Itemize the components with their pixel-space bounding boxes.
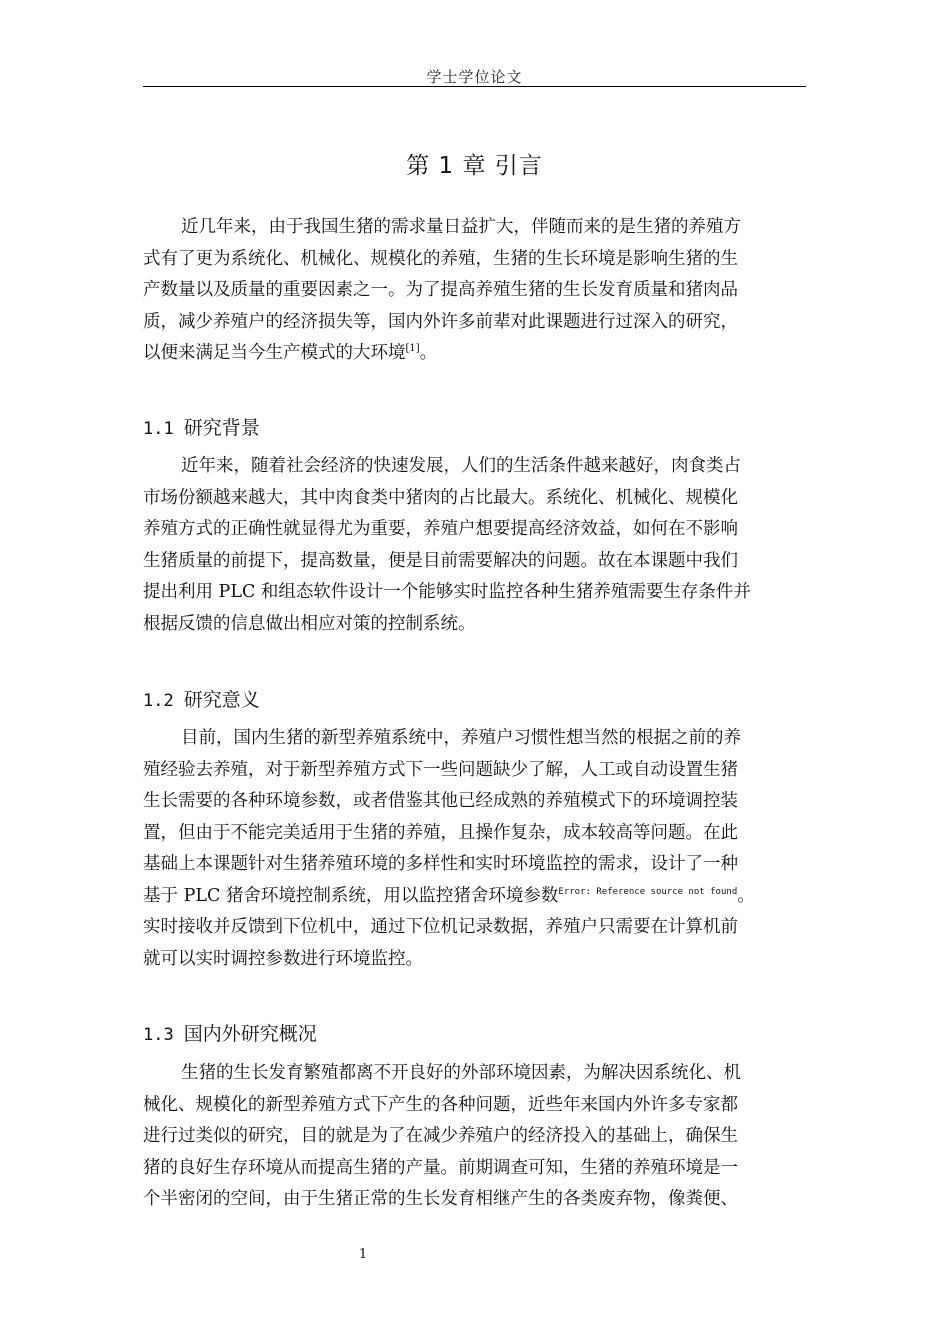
reference-error[interactable]: Error: Reference source not found: [558, 886, 738, 897]
paragraph-line: 就可以实时调控参数进行环境监控。: [143, 948, 423, 969]
paragraph-line: 进行过类似的研究，目的就是为了在减少养殖户的经济投入的基础上，确保生: [143, 1126, 738, 1146]
paragraph-line: 置，但由于不能完美适用于生猪的养殖，且操作复杂，成本较高等问题。在此: [143, 822, 738, 843]
paragraph-line: 提出利用 PLC 和组态软件设计一个能够实时监控各种生猪养殖需要生存条件并: [143, 582, 751, 602]
line-end: 。: [737, 885, 755, 906]
paragraph-line: 殖经验去养殖，对于新型养殖方式下一些问题缺少了解，人工或自动设置生猪: [143, 759, 738, 780]
paragraph-line: 养殖方式的正确性就显得尤为重要，养殖户想要提高经济效益，如何在不影响: [143, 519, 738, 539]
section-1-1-paragraph: [143, 451, 806, 640]
section-title: 研究意义: [183, 689, 260, 711]
paragraph-line: 目前，国内生猪的新型养殖系统中，养殖户习惯性想当然的根据之前的养: [181, 728, 741, 748]
paragraph-line: 根据反馈的信息做出相应对策的控制系统。: [143, 613, 476, 634]
section-title: 研究背景: [183, 417, 260, 439]
paragraph-line: 产数量以及质量的重要因素之一。为了提高养殖生猪的生长发育质量和猪肉品: [143, 280, 738, 300]
paragraph-line: 质，减少养殖户的经济损失等，国内外许多前辈对此课题进行过深入的研究，: [143, 311, 738, 332]
section-heading-1-1: [143, 413, 260, 440]
paragraph-line: 实时接收并反馈到下位机中，通过下位机记录数据，养殖户只需要在计算机前: [143, 917, 738, 937]
paragraph-line: 生猪的生长发育繁殖都离不开良好的外部环境因素，为解决因系统化、机: [181, 1063, 741, 1083]
line-end: 。: [419, 343, 438, 363]
section-title: 国内外研究概况: [183, 1023, 317, 1045]
paragraph-line: 猪的良好生存环境从而提高生猪的产量。前期调查可知，生猪的养殖环境是一: [143, 1157, 738, 1178]
paragraph-line: 生猪质量的前提下，提高数量，便是目前需要解决的问题。故在本课题中我们: [143, 550, 738, 571]
section-heading-1-2: [143, 685, 260, 712]
paragraph-line: 近几年来，由于我国生猪的需求量日益扩大，伴随而来的是生猪的养殖方: [181, 217, 741, 237]
running-header: 学士学位论文: [426, 68, 523, 86]
chapter-title: 第 1 章 引言: [406, 153, 543, 179]
section-number: 1.3: [143, 1025, 174, 1045]
paragraph-line: 基础上本课题针对生猪养殖环境的多样性和实时环境监控的需求，设计了一种: [143, 854, 738, 874]
paragraph-line: 械化、规模化的新型养殖方式下产生的各种问题，近些年来国内外许多专家都: [143, 1094, 738, 1115]
paragraph-line: 市场份额越来越大，其中肉食类中猪肉的占比最大。系统化、机械化、规模化: [143, 487, 738, 508]
intro-paragraph: [143, 212, 806, 370]
header-rule: [143, 86, 806, 87]
paragraph-line: 式有了更为系统化、机械化、规模化的养殖，生猪的生长环境是影响生猪的生: [143, 248, 738, 269]
paragraph-line: [143, 881, 806, 913]
section-1-2-paragraph: [143, 723, 806, 975]
section-1-3-paragraph: [143, 1058, 806, 1216]
paragraph-line: 生长需要的各种环境参数，或者借鉴其他已经成熟的养殖模式下的环境调控装: [143, 791, 738, 811]
line-text: 以便来满足当今生产模式的大环境: [143, 343, 406, 363]
citation-ref[interactable]: [1]: [405, 343, 420, 355]
section-number: 1.2: [143, 691, 174, 711]
section-heading-1-3: [143, 1019, 317, 1046]
line-text: 基于 PLC 猪舍环境控制系统，用以监控猪舍环境参数: [143, 885, 559, 906]
paragraph-line: [143, 338, 806, 370]
section-number: 1.1: [143, 419, 174, 439]
paragraph-line: 个半密闭的空间，由于生猪正常的生长发育相继产生的各类废弃物，像粪便、: [143, 1189, 738, 1209]
page-number: 1: [358, 1247, 368, 1262]
paragraph-line: 近年来，随着社会经济的快速发展，人们的生活条件越来越好，肉食类占: [181, 456, 741, 476]
